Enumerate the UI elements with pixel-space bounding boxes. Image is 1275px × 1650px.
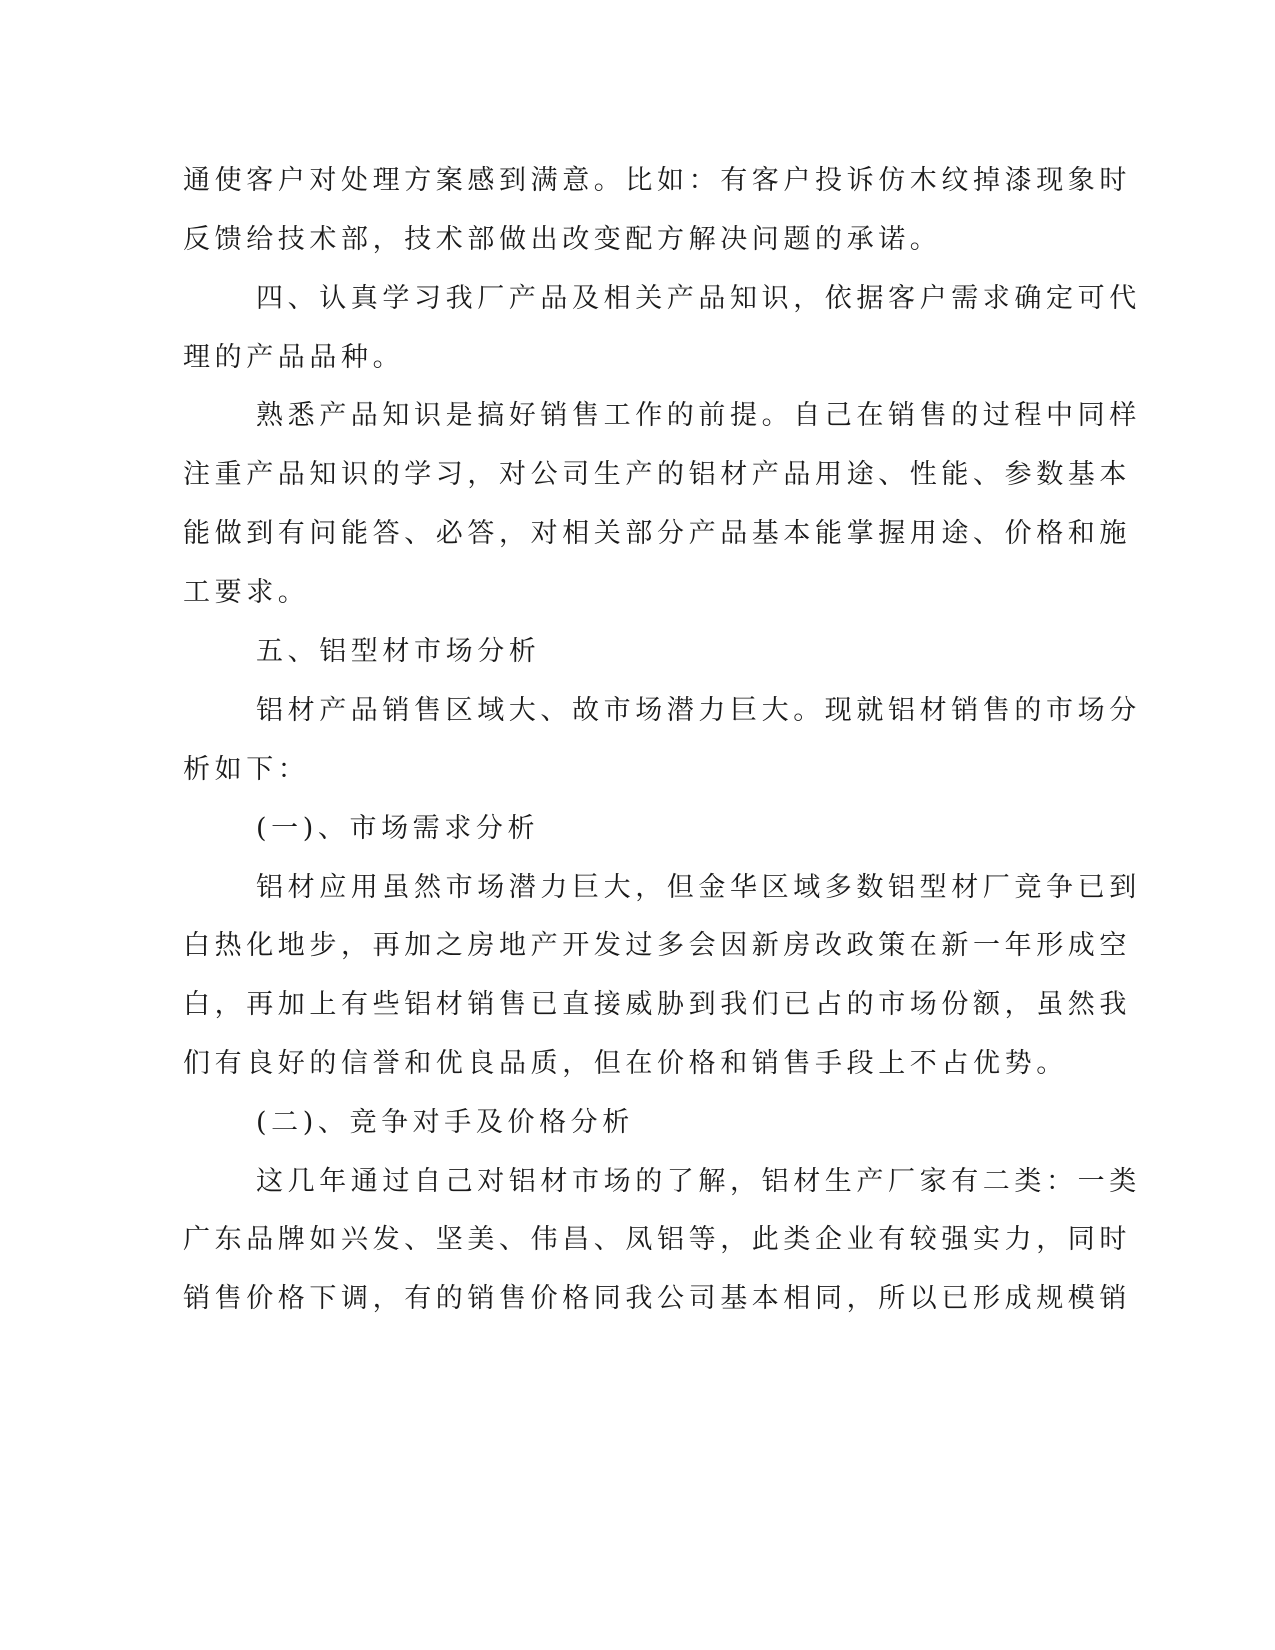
section-heading-5: 五、铝型材市场分析	[256, 636, 541, 667]
paragraph-first-line: 这几年通过自己对铝材市场的了解，铝材生产厂家有二类：一类	[256, 1166, 1141, 1197]
body-text-line: 通使客户对处理方案感到满意。比如：有客户投诉仿木纹掉漆现象时	[183, 165, 1131, 196]
body-text-line: 能做到有问能答、必答，对相关部分产品基本能掌握用途、价格和施	[183, 518, 1131, 549]
body-text-line: 析如下：	[183, 754, 310, 785]
body-text-line: 注重产品知识的学习，对公司生产的铝材产品用途、性能、参数基本	[183, 459, 1131, 490]
body-text-line: 工要求。	[183, 577, 310, 608]
section-heading-4: 四、认真学习我厂产品及相关产品知识，依据客户需求确定可代	[256, 283, 1141, 314]
body-text-line: 广东品牌如兴发、坚美、伟昌、凤铝等，此类企业有较强实力，同时	[183, 1224, 1131, 1255]
body-text-line: 反馈给技术部，技术部做出改变配方解决问题的承诺。	[183, 224, 942, 255]
paragraph-first-line: 铝材应用虽然市场潜力巨大，但金华区域多数铝型材厂竞争已到	[256, 872, 1141, 903]
paragraph-first-line: 熟悉产品知识是搞好销售工作的前提。自己在销售的过程中同样	[256, 400, 1141, 431]
subsection-heading-1: (一)、市场需求分析	[256, 813, 540, 844]
body-text-line: 们有良好的信誉和优良品质，但在价格和销售手段上不占优势。	[183, 1048, 1068, 1079]
body-text-line: 理的产品品种。	[183, 342, 405, 373]
subsection-heading-2: (二)、竞争对手及价格分析	[256, 1107, 634, 1138]
body-text-line: 白热化地步，再加之房地产开发过多会因新房改政策在新一年形成空	[183, 930, 1131, 961]
paragraph-first-line: 铝材产品销售区域大、故市场潜力巨大。现就铝材销售的市场分	[256, 695, 1141, 726]
body-text-line: 白，再加上有些铝材销售已直接威胁到我们已占的市场份额，虽然我	[183, 989, 1131, 1020]
body-text-line: 销售价格下调，有的销售价格同我公司基本相同，所以已形成规模销	[183, 1283, 1131, 1314]
